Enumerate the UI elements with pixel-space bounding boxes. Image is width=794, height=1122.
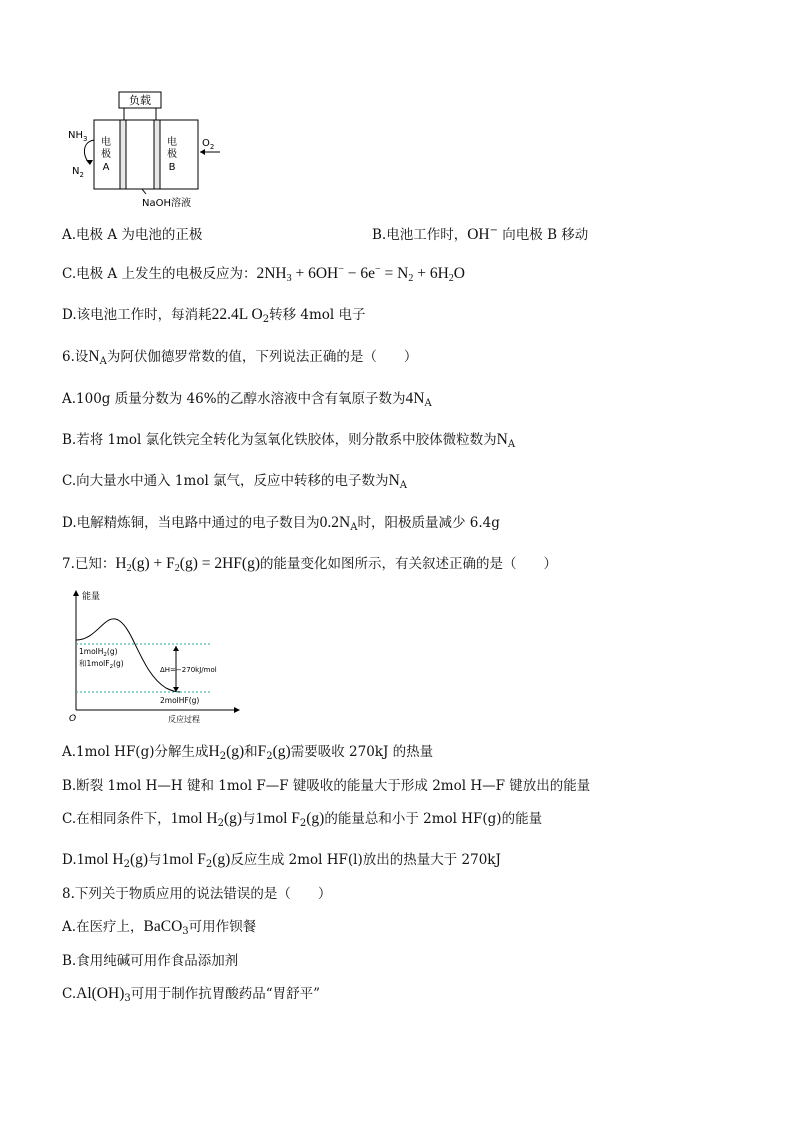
load-label: 负载 (129, 94, 151, 107)
q7-option-c: C.在相同条件下，1mol $H_2(g)$与1mol $F_2(g)$的能量总和小于 2mol HF(g)的能量 (62, 810, 543, 829)
product-label: 2molHF(g) (160, 696, 200, 705)
q7-option-b: B.断裂 1mol H—H 键和 1mol F—F 键吸收的能量大于形成 2mol H—F 键放出的能量 (62, 778, 591, 794)
delta-h-label: ΔH=−270kJ/mol (160, 666, 217, 674)
q8-option-b: B.食用纯碱可用作食品添加剂 (62, 953, 239, 969)
battery-diagram (64, 90, 234, 214)
q8-option-a: A.在医疗上，BaCO$_3$可用作钡餐 (62, 918, 257, 937)
reactant-label: 1molH$_2$(g) (79, 647, 118, 658)
electrode-b-label: 电 (167, 137, 177, 148)
svg-text:A: A (102, 162, 110, 173)
svg-text:O2: $O_2$ (202, 138, 215, 151)
q5-option-c: C.电极 A 上发生的电极反应为：$2NH_3 + 6OH^- - 6e^- = N_2 + 6H_2O$ (62, 264, 465, 284)
q7-option-a: A.1mol HF(g)分解生成$H_2(g)$和$F_2(g)$需要吸收 270kJ 的热量 (62, 743, 434, 762)
q6-option-b: B.若将 1mol 氯化铁完全转化为氢氧化铁胶体，则分散系中胶体微粒数为$N_A$ (62, 431, 516, 450)
electrode-a-label: 电 (101, 137, 111, 148)
q5-option-a: A.电极 A 为电池的正极 (62, 227, 203, 243)
q7-option-d: D.1mol $H_2(g)$与1mol $F_2(g)$反应生成 2mol HF(l)放出的热量大于 270kJ (62, 851, 501, 870)
svg-text:极: 极 (101, 149, 111, 160)
q8-stem: 8.下列关于物质应用的说法错误的是（ ） (62, 886, 332, 902)
svg-text:和1molF2(g): 和1molF$_2$(g) (79, 659, 124, 670)
q8-option-c: $C.Al(OH)_3$可用于制作抗胃酸药品“胃舒平” (62, 985, 321, 1004)
q6-option-a: A.100g 质量分数为 46%的乙醇水溶液中含有氧原子数为$4N_A$ (62, 390, 432, 409)
svg-text:N2: $N_2$ (72, 166, 84, 179)
y-axis-label: 能量 (82, 592, 101, 602)
q6-stem: 6.设$N_A$为阿伏伽德罗常数的值，下列说法正确的是（ ） (62, 348, 418, 367)
q5-option-b: B.电池工作时，OH− 向电极 B 移动 (372, 225, 589, 243)
electrolyte-label: NaOH溶液 (142, 198, 191, 209)
energy-diagram (62, 588, 242, 724)
svg-text:NH3: $NH_3$ (68, 130, 88, 143)
q6-option-c: C.向大量水中通入 1mol 氯气，反应中转移的电子数为$N_A$ (62, 472, 407, 491)
q7-stem: 7.已知：$H_2(g) + F_2(g) = 2HF(g)$的能量变化如图所示，有关叙述正确的是（ ） (62, 555, 557, 574)
origin-label: O (69, 714, 77, 724)
q5-option-d: D.该电池工作时，每消耗22.4L $O_2$转移 4mol 电子 (62, 306, 366, 325)
x-axis-label: 反应过程 (168, 715, 200, 724)
svg-text:极: 极 (167, 149, 177, 160)
q6-option-d: D.电解精炼铜，当电路中通过的电子数目为$0.2N_A$时，阳极质量减少 6.4g (62, 514, 500, 533)
svg-text:B: B (168, 162, 176, 173)
